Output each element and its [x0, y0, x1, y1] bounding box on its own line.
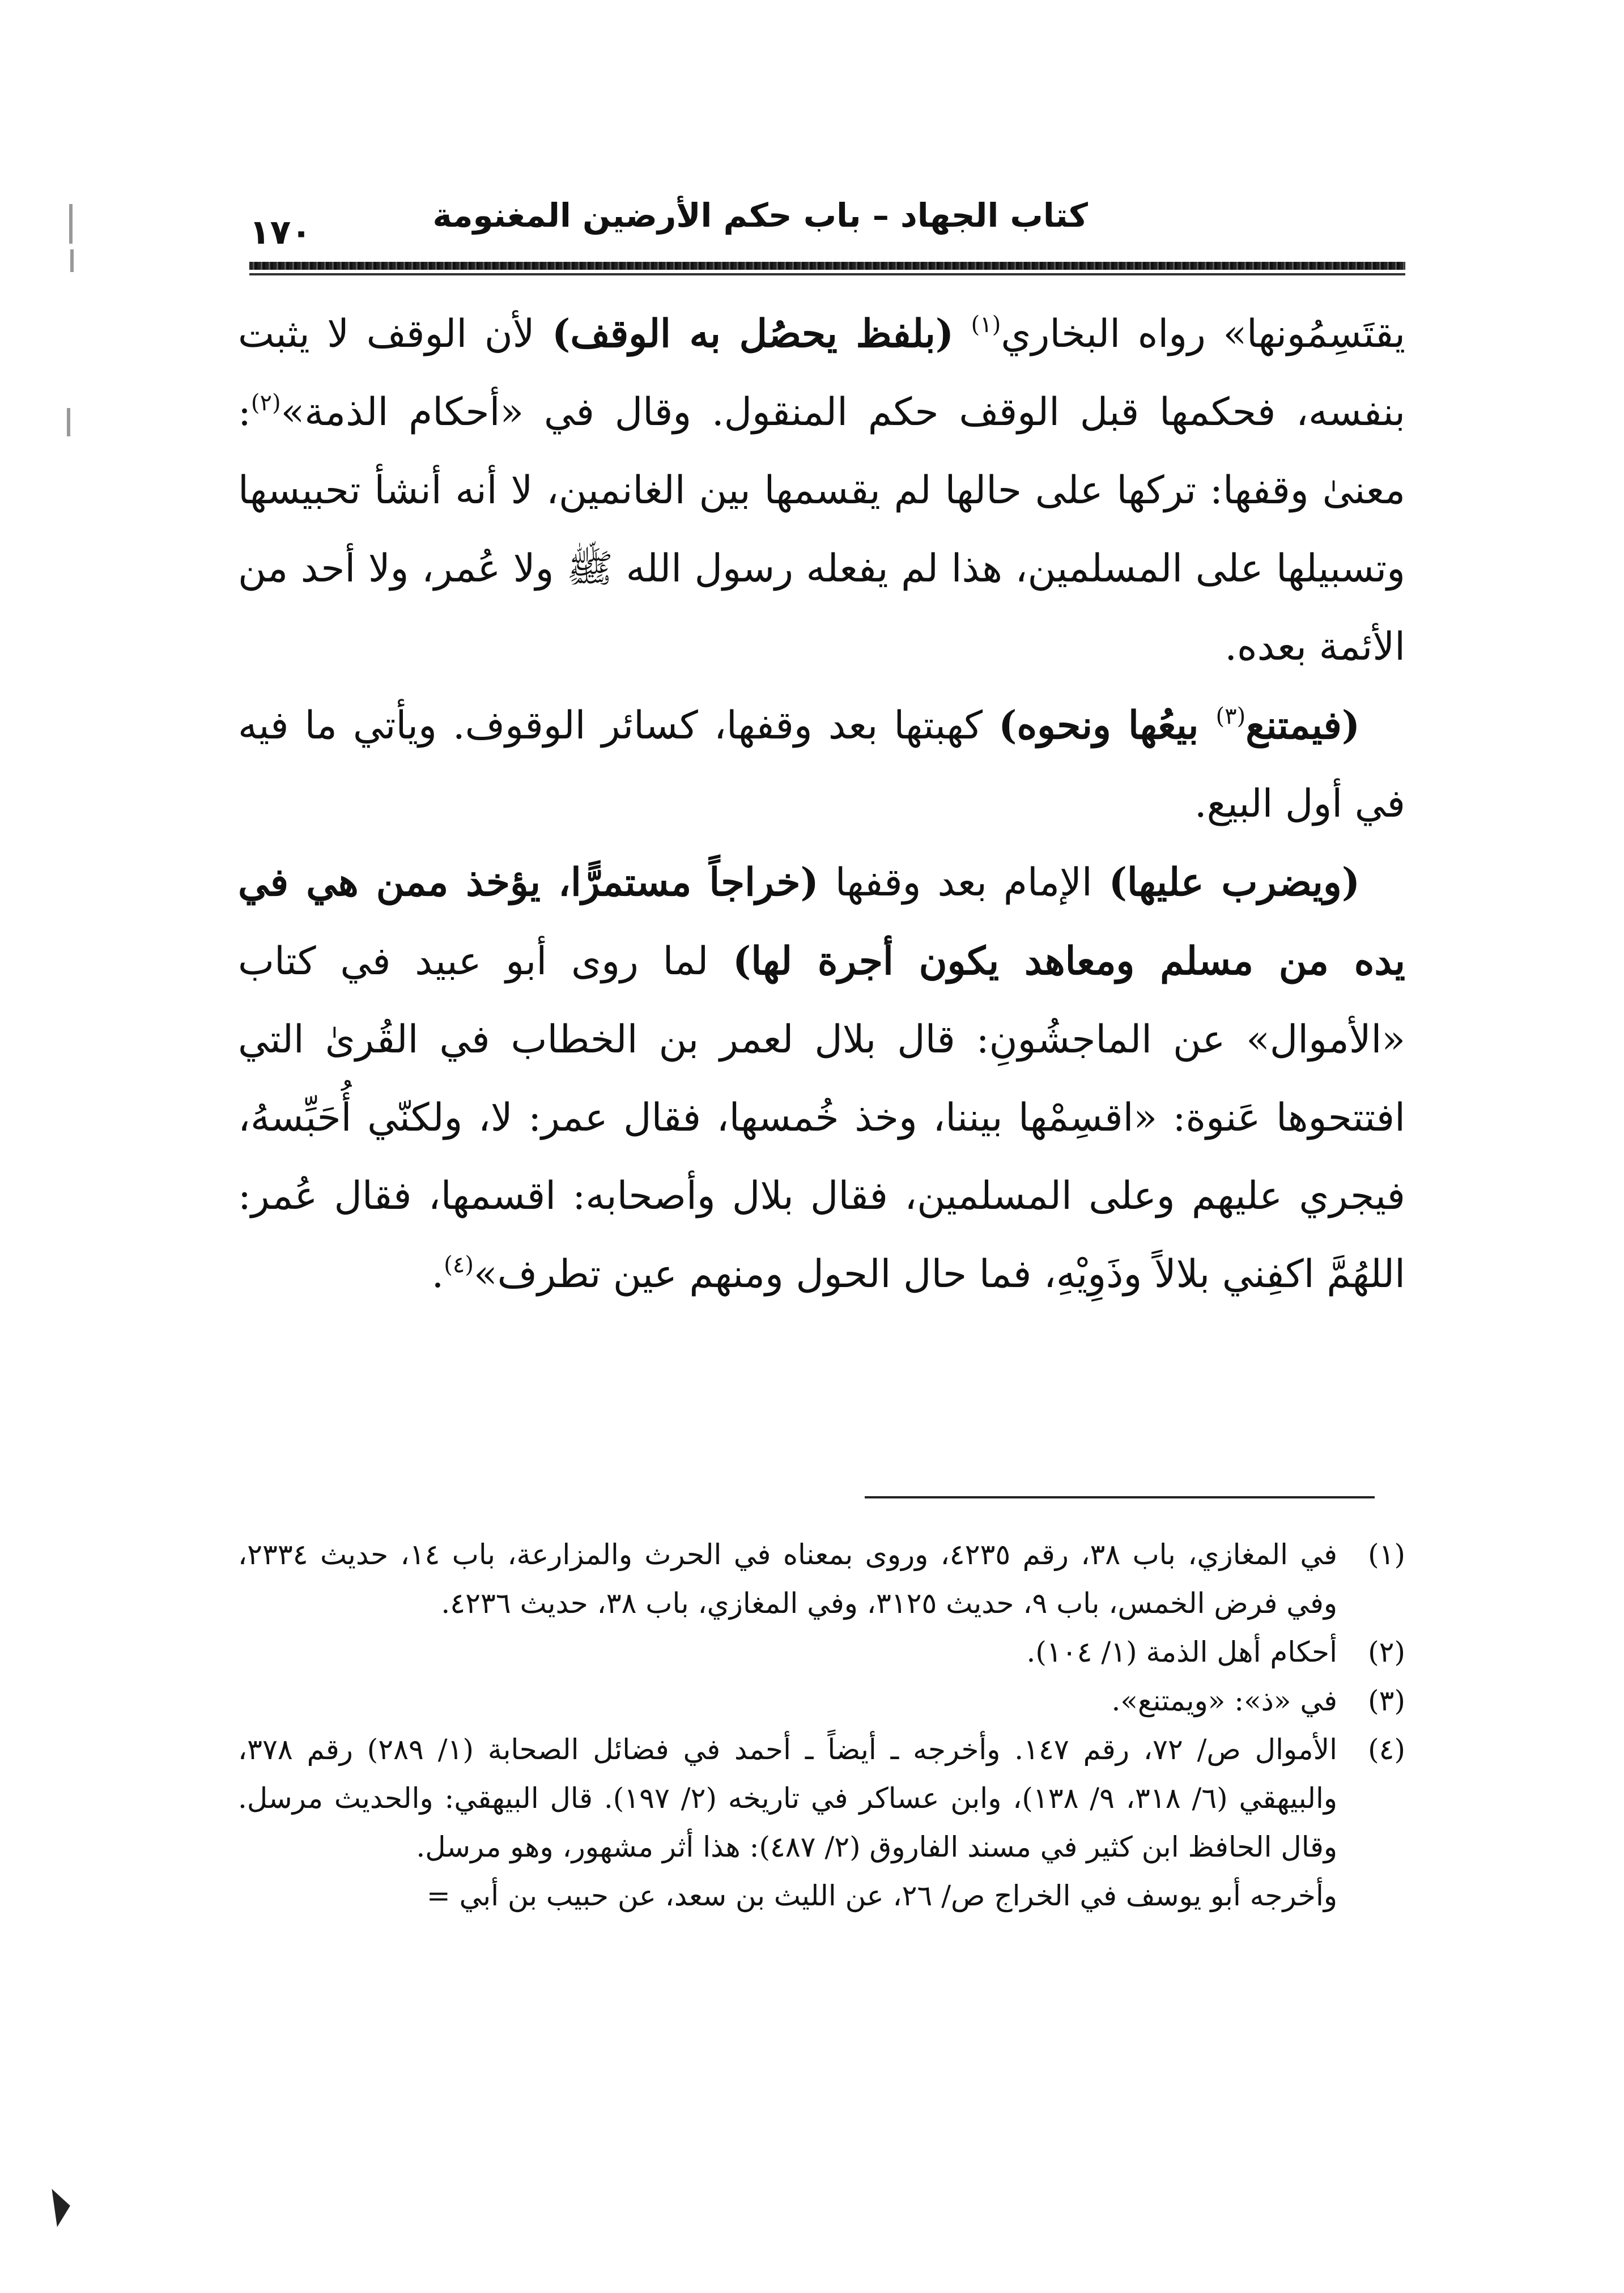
footnote-3	[238, 1676, 1405, 1725]
footnote-4-continuation: وأخرجه أبو يوسف في الخراج ص/ ٢٦، عن الليث بن سعد، عن حبيب بن أبي =	[426, 1879, 1337, 1912]
text-span: لما روى أبو عبيد في كتاب «الأموال» عن الماجشُونِ: قال بلال لعمر بن الخطاب في القُرىٰ التي افتتحوها عَنوة: «اقسِمْها بيننا، وخذ خُمسها، فقال عمر: لا، ولكنّي أُحَبِّسهُ، فيجري عليهم وعلى المسلمين، فقال بلال وأصحابه: اقسمها، فقال عُمر: اللهُمَّ اكفِني بلالاً وذَوِيْهِ، فما حال الحول ومنهم عين تطرف»	[238, 939, 1405, 1297]
footnote-text: في «ذ»: «ويمتنع».	[1111, 1684, 1337, 1717]
paragraph-2	[238, 686, 1405, 843]
footnote-number: (٤)	[1368, 1733, 1405, 1766]
main-text	[238, 295, 1405, 1314]
footnote-2	[238, 1628, 1405, 1676]
footnote-text: أحكام أهل الذمة (١/ ١٠٤).	[1026, 1636, 1337, 1668]
matn-text: (فيمتنع	[1245, 703, 1360, 748]
scan-margin-mark	[69, 204, 73, 244]
footnote-ref-2[interactable]: (٢)	[250, 390, 281, 416]
paragraph-1	[238, 295, 1405, 686]
footnote-ref-3[interactable]: (٣)	[1215, 703, 1246, 729]
page-number: ١٧٠	[249, 213, 312, 252]
footnote-text: الأموال ص/ ٧٢، رقم ١٤٧. وأخرجه ـ أيضاً ـ أحمد في فضائل الصحابة (١/ ٢٨٩) رقم ٣٧٨، والبيهقي (٦/ ٣١٨، ٩/ ١٣٨)، وابن عساكر في تاريخه (٢/ ١٩٧). قال البيهقي: والحديث مرسل. وقال الحافظ ابن كثير في مسند الفاروق (٢/ ٤٨٧): هذا أثر مشهور، وهو مرسل.	[238, 1733, 1337, 1863]
header-rule-thin	[249, 273, 1405, 275]
paragraph-3	[238, 843, 1405, 1314]
text-span: لأن الوقف لا يثبت بنفسه، فحكمها قبل الوقف حكم المنقول. وقال في «أحكام الذمة»	[238, 312, 1405, 435]
footnote-number: (٢)	[1368, 1636, 1405, 1668]
text-span: الإمام بعد وقفها	[818, 860, 1109, 905]
text-span	[954, 312, 971, 356]
footnotes	[238, 1530, 1405, 1920]
matn-text: (ويضرب عليها)	[1108, 860, 1360, 905]
footnote-text: في المغازي، باب ٣٨، رقم ٤٢٣٥، وروى بمعناه في الحرث والمزارعة، باب ١٤، حديث ٢٣٣٤، وفي فرض الخمس، باب ٩، حديث ٣١٢٥، وفي المغازي، باب ٣٨، حديث ٤٢٣٦.	[238, 1538, 1338, 1620]
text-span: .	[431, 1252, 444, 1297]
footnote-ref-1[interactable]: (١)	[971, 312, 1001, 338]
running-title: كتاب الجهاد – باب حكم الأرضين المغنومة	[432, 196, 1088, 235]
page-corner-mark	[52, 2186, 73, 2227]
text-span: كهبتها بعد وقفها، كسائر الوقوف. ويأتي ما فيه في أول البيع.	[238, 703, 1405, 826]
footnote-1	[238, 1530, 1405, 1628]
footnote-4	[238, 1725, 1405, 1871]
footnote-number: (١)	[1368, 1538, 1405, 1571]
footnote-ref-4[interactable]: (٤)	[444, 1252, 474, 1278]
text-span: : معنىٰ وقفها: تركها على حالها لم يقسمها بين الغانمين، لا أنه أنشأ تحبيسها وتسبيلها على المسلمين، هذا لم يفعله رسول الله ﷺ ولا عُمر، ولا أحد من الأئمة بعده.	[238, 390, 1405, 669]
text-span: يقتَسِمُونها» رواه البخاري	[1001, 312, 1405, 356]
page-header	[249, 187, 1405, 272]
footnote-number: (٣)	[1368, 1684, 1405, 1717]
footnote-separator	[865, 1496, 1375, 1498]
scan-margin-mark	[70, 249, 74, 272]
header-rule	[249, 262, 1405, 270]
scan-margin-mark	[67, 408, 70, 436]
matn-text: بيعُها ونحوه)	[998, 703, 1216, 748]
matn-text: (خراجاً مستمرًّا، يؤخذ ممن هي في يده من مسلم ومعاهد يكون أجرة لها)	[238, 860, 1405, 984]
matn-text: (بلفظ يحصُل به الوقف)	[552, 311, 954, 356]
